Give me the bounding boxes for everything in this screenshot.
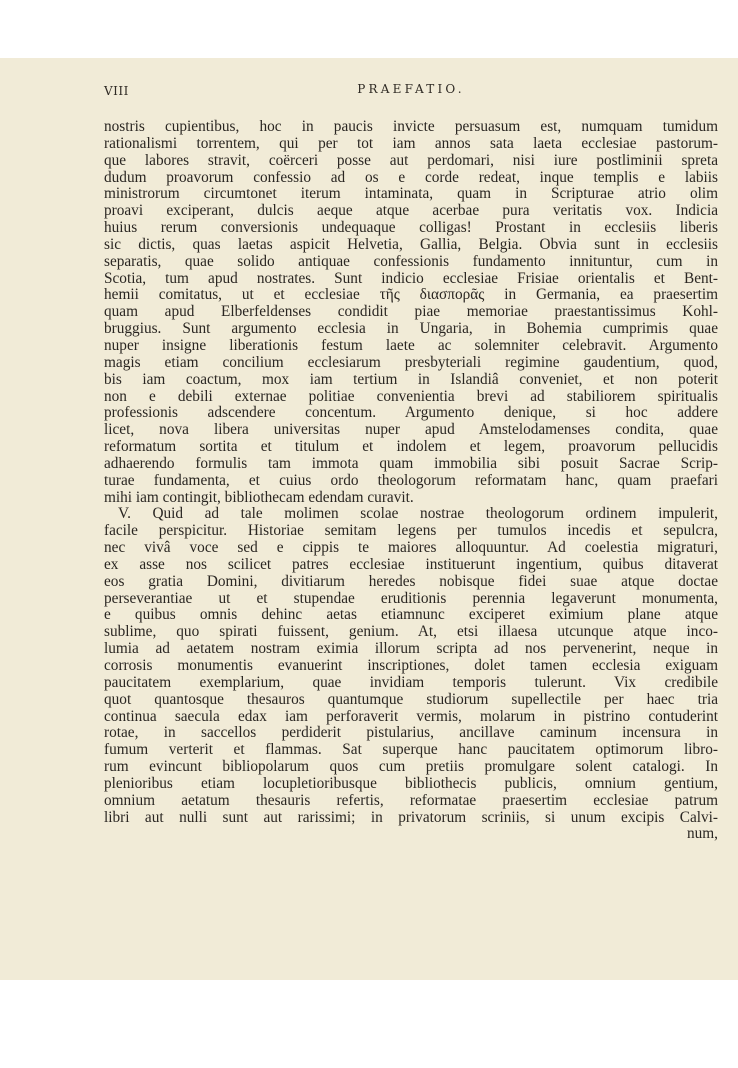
book-page [0, 58, 738, 980]
text-line: sublime, quo spirati fuissent, genium. At, etsi illaesa utcunque atque inco- [104, 623, 718, 641]
paragraph-1 [104, 119, 718, 506]
text-line: licet, nova libera universitas nuper apud Amstelodamenses condita, quae [104, 421, 718, 439]
text-line: continua saecula edax iam perforaverit vermis, molarum in pistrino contuderint [104, 707, 718, 725]
page-number: VIII [104, 84, 129, 98]
text-line: plenioribus etiam locupletioribusque bibliothecis publicis, omnium gentium, [104, 774, 718, 792]
text-line: bis iam coactum, mox iam tertium in Islandiâ conveniet, et non poterit [104, 370, 718, 388]
text-line: separatis, quae solido antiquae confessionis fundamento innituntur, cum in [104, 252, 718, 270]
text-line: bruggius. Sunt argumento ecclesia in Ungaria, in Bohemia cumprimis quae [104, 320, 718, 338]
text-line: paucitatem exemplarium, quae invidiam temporis tulerunt. Vix credibile [104, 673, 718, 691]
text-line: quot quantosque thesauros quantumque studiorum supellectile per haec tria [104, 690, 718, 708]
text-line: libri aut nulli sunt aut rarissimi; in privatorum scriniis, si unum excipis Calvi- [104, 808, 718, 826]
paragraph-2 [104, 506, 718, 843]
text-line: fumum verterit et flammas. Sat superque hanc paucitatem optimorum libro- [104, 741, 718, 759]
text-line: rum evincunt bibliopolarum quos cum pretiis promulgare solent catalogi. In [104, 758, 718, 776]
text-line: lumia ad aetatem nostram eximia illorum scripta ad nos pervenerint, neque in [104, 640, 718, 658]
text-line: professionis adscendere concentum. Argumento denique, si hoc addere [104, 404, 718, 422]
text-line: nostris cupientibus, hoc in paucis invicte persuasum est, numquam tumidum [104, 118, 718, 135]
text-line: ministrorum circumtonet iterum intaminata, quam in Scripturae atrio olim [104, 185, 718, 203]
body-text [104, 119, 718, 843]
text-line: huius rerum conversionis undequaque colligas! Prostant in ecclesiis liberis [104, 219, 718, 237]
text-line: nuper insigne liberationis festum laete ac solemniter celebravit. Argumento [104, 336, 718, 354]
text-line: rationalismi torrentem, qui per tot iam annos sata laeta ecclesiae pastorum- [104, 134, 718, 152]
text-line: dudum proavorum confessio ad os e corde redeat, inque templis e labiis [104, 168, 718, 186]
text-line: adhaerendo formulis tam immota quam immobilia sibi posuit Sacrae Scrip- [104, 454, 718, 472]
text-line: quam apud Elberfeldenses condidit piae memoriae praestantissimus Kohl- [104, 303, 718, 321]
text-line: proavi exciperant, dulcis aeque atque acerbae pura veritatis vox. Indicia [104, 202, 718, 220]
text-line: corrosis monumentis evanuerint inscriptiones, dolet tamen ecclesia exiguam [104, 657, 718, 674]
text-line: omnium aetatum thesauris refertis, reformatae praesertim ecclesiae patrum [104, 791, 718, 809]
text-line: ex asse nos scilicet patres ecclesiae instituerunt ingentium, quibus ditaverat [104, 555, 718, 573]
running-head [104, 82, 718, 102]
text-line: V. Quid ad tale molimen scolae nostrae theologorum ordinem impulerit, [118, 505, 718, 523]
text-line: que labores stravit, coërceri posse aut perdomari, nisi iure postliminii spreta [104, 151, 718, 169]
text-line: nec vivâ voce sed e cippis te maiores alloquuntur. Ad coelestia migraturi, [104, 539, 718, 557]
text-line-final: num, [686, 825, 718, 843]
text-line: non e debili externae politiae convenientia brevi ad stabiliorem spiritualis [104, 387, 718, 405]
running-title: PRAEFATIO. [357, 82, 465, 96]
text-line: magis etiam concilium ecclesiarum presbyteriali regimine gaudentium, quod, [104, 353, 718, 371]
text-line: e quibus omnis dehinc aetas etiamnunc exciperet eximium plane atque [104, 606, 718, 624]
text-line: perseverantiae ut et stupendae eruditionis perennia legaverunt monumenta, [104, 589, 718, 607]
text-line: turae fundamenta, et cuius ordo theologorum reformatam hanc, quam praefari [104, 471, 718, 489]
text-line: Scotia, tum apud nostrates. Sunt indicio ecclesiae Frisiae orientalis et Bent- [104, 269, 718, 287]
text-line: facile perspicitur. Historiae semitam legens per tumulos incedis et sepulcra, [104, 522, 718, 540]
text-line: rotae, in saccellos perdiderit pistularius, ancillave caminum incensura in [104, 724, 718, 742]
text-line: mihi iam contingit, bibliothecam edendam curavit. [104, 488, 414, 506]
text-line: eos gratia Domini, divitiarum heredes nobisque fidei suae atque doctae [104, 572, 718, 590]
text-line: hemii comitatus, ut et ecclesiae τῆς διασπορᾶς in Germania, ea praesertim [104, 286, 718, 304]
text-line: sic dictis, quas laetas aspicit Helvetia, Gallia, Belgia. Obvia sunt in ecclesiis [104, 235, 718, 253]
text-line: reformatum sortita et titulum et indolem et legem, proavorum pellucidis [104, 438, 718, 456]
